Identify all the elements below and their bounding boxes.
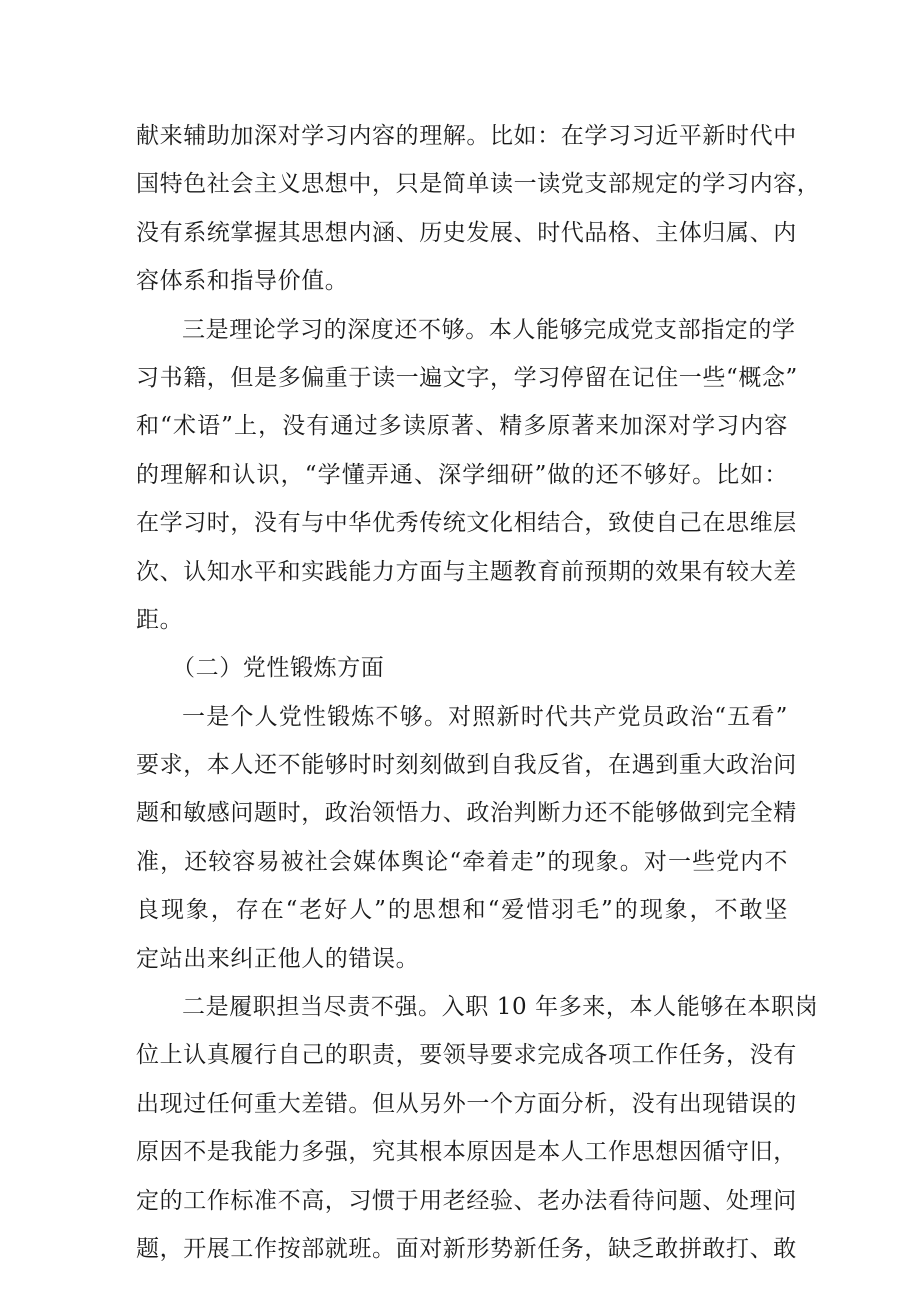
paragraph-party-training	[136, 693, 797, 983]
text-line: 三是理论学习的深度还不够。本人能够完成党支部指定的学	[182, 316, 796, 343]
text-line: 位上认真履行自己的职责，要领导要求完成各项工作任务，没有	[136, 1042, 797, 1069]
text-line: 距。	[136, 606, 184, 633]
text-line: 的理解和认识，“学懂弄通、深学细研”做的还不够好。比如：	[136, 461, 788, 488]
text-line: 原因不是我能力多强，究其根本原因是本人工作思想因循守旧，	[136, 1139, 797, 1166]
paragraph-theory-depth	[136, 306, 798, 645]
text-line: 定站出来纠正他人的错误。	[136, 945, 420, 972]
text-line: 题和敏感问题时，政治领悟力、政治判断力还不能够做到完全精	[136, 800, 797, 827]
text-line: 良现象，存在“老好人”的思想和“爱惜羽毛”的现象，不敢坚	[136, 897, 788, 924]
text-line: 出现过任何重大差错。但从另外一个方面分析，没有出现错误的	[136, 1090, 797, 1117]
text-line: 献来辅助加深对学习内容的理解。比如：在学习习近平新时代中	[136, 123, 797, 149]
document-body	[136, 112, 821, 1273]
text-line: 容体系和指导价值。	[136, 268, 349, 295]
text-line: 在学习时，没有与中华优秀传统文化相结合，致使自己在思维层	[136, 510, 797, 537]
section-heading-text: （二）党性锻炼方面	[172, 655, 385, 682]
text-line: 定的工作标准不高，习惯于用老经验、老办法看待问题、处理问	[136, 1187, 797, 1214]
text-line: 国特色社会主义思想中，只是简单读一读党支部规定的学习内容，	[136, 171, 821, 198]
section-heading	[136, 644, 788, 692]
text-line: 和“术语”上，没有通过多读原著、精多原著来加深对学习内容	[136, 413, 788, 440]
text-line: 没有系统掌握其思想内涵、历史发展、时代品格、主体归属、内	[136, 219, 797, 246]
text-line: 题，开展工作按部就班。面对新形势新任务，缺乏敢拼敢打、敢	[136, 1235, 797, 1262]
text-line: 习书籍，但是多偏重于读一遍文字，学习停留在记住一些“概念”	[136, 364, 798, 391]
paragraph-continuation	[136, 112, 821, 306]
text-line: 次、认知水平和实践能力方面与主题教育前预期的效果有较大差	[136, 558, 797, 585]
text-line: 要求，本人还不能够时时刻刻做到自我反省，在遇到重大政治问	[136, 752, 797, 779]
text-line: 一是个人党性锻炼不够。对照新时代共产党员政治“五看”	[182, 703, 788, 730]
paragraph-duty-performance	[136, 983, 819, 1273]
text-line: 二是履职担当尽责不强。入职 10 年多来，本人能够在本职岗	[182, 994, 819, 1021]
text-line: 准，还较容易被社会媒体舆论“牵着走”的现象。对一些党内不	[136, 848, 788, 875]
